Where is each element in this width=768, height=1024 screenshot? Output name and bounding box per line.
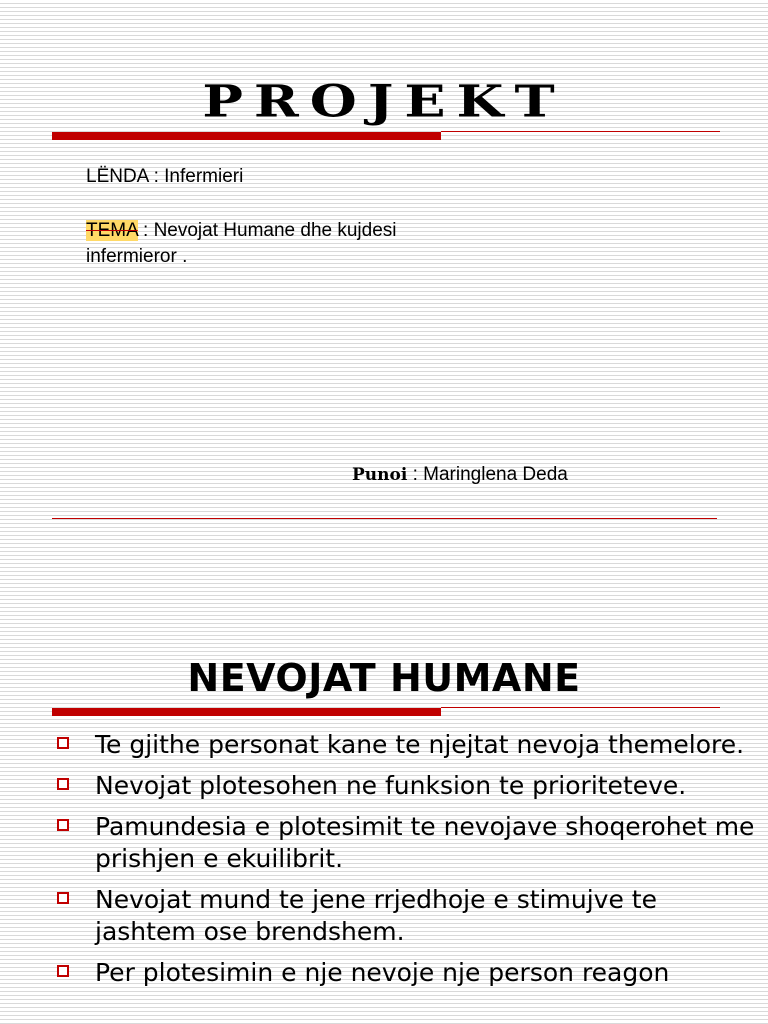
lenda-value: Infermieri	[164, 166, 244, 187]
title-underline-thin	[441, 131, 720, 132]
bullet-text: Nevojat mund te jene rrjedhoje e stimujve te jashtem ose brendshem.	[95, 885, 657, 946]
tema-label: TEMA	[86, 220, 138, 241]
square-bullet-icon	[57, 778, 69, 790]
list-item	[56, 957, 761, 989]
author-line	[352, 462, 568, 488]
tema-value-line1: Nevojat Humane dhe kujdesi	[153, 220, 397, 241]
square-bullet-icon	[57, 737, 69, 749]
bullet-list	[56, 729, 761, 998]
title-underline-thick	[52, 708, 441, 716]
title-underline-thick	[52, 132, 441, 140]
bullet-text: Te gjithe personat kane te njejtat nevoja themelore.	[95, 730, 745, 759]
list-item	[56, 729, 761, 761]
slide-title-projekt: PROJEKT	[202, 74, 566, 128]
author-label: Punoi	[352, 465, 408, 485]
list-item	[56, 884, 761, 948]
tema-separator: :	[137, 220, 154, 241]
tema-block	[86, 218, 397, 270]
lenda-line	[86, 164, 243, 190]
lenda-label: LËNDA :	[86, 166, 159, 187]
author-separator: :	[407, 464, 424, 485]
author-name: Maringlena Deda	[423, 464, 568, 485]
list-item	[56, 770, 761, 802]
slide-title-nevojat: NEVOJAT HUMANE	[187, 656, 581, 700]
list-item	[56, 811, 761, 875]
slide-bottom-rule	[52, 518, 717, 519]
square-bullet-icon	[57, 892, 69, 904]
bullet-text: Per plotesimin e nje nevoje nje person reagon	[95, 958, 670, 987]
square-bullet-icon	[57, 965, 69, 977]
slide-nevojat-humane	[0, 636, 768, 1024]
title-underline-thin	[441, 707, 720, 708]
bullet-text: Pamundesia e plotesimit te nevojave shoqerohet me prishjen e ekuilibrit.	[95, 812, 755, 873]
tema-value-line2: infermieror .	[86, 246, 188, 267]
bullet-text: Nevojat plotesohen ne funksion te prioriteteve.	[95, 771, 687, 800]
square-bullet-icon	[57, 819, 69, 831]
